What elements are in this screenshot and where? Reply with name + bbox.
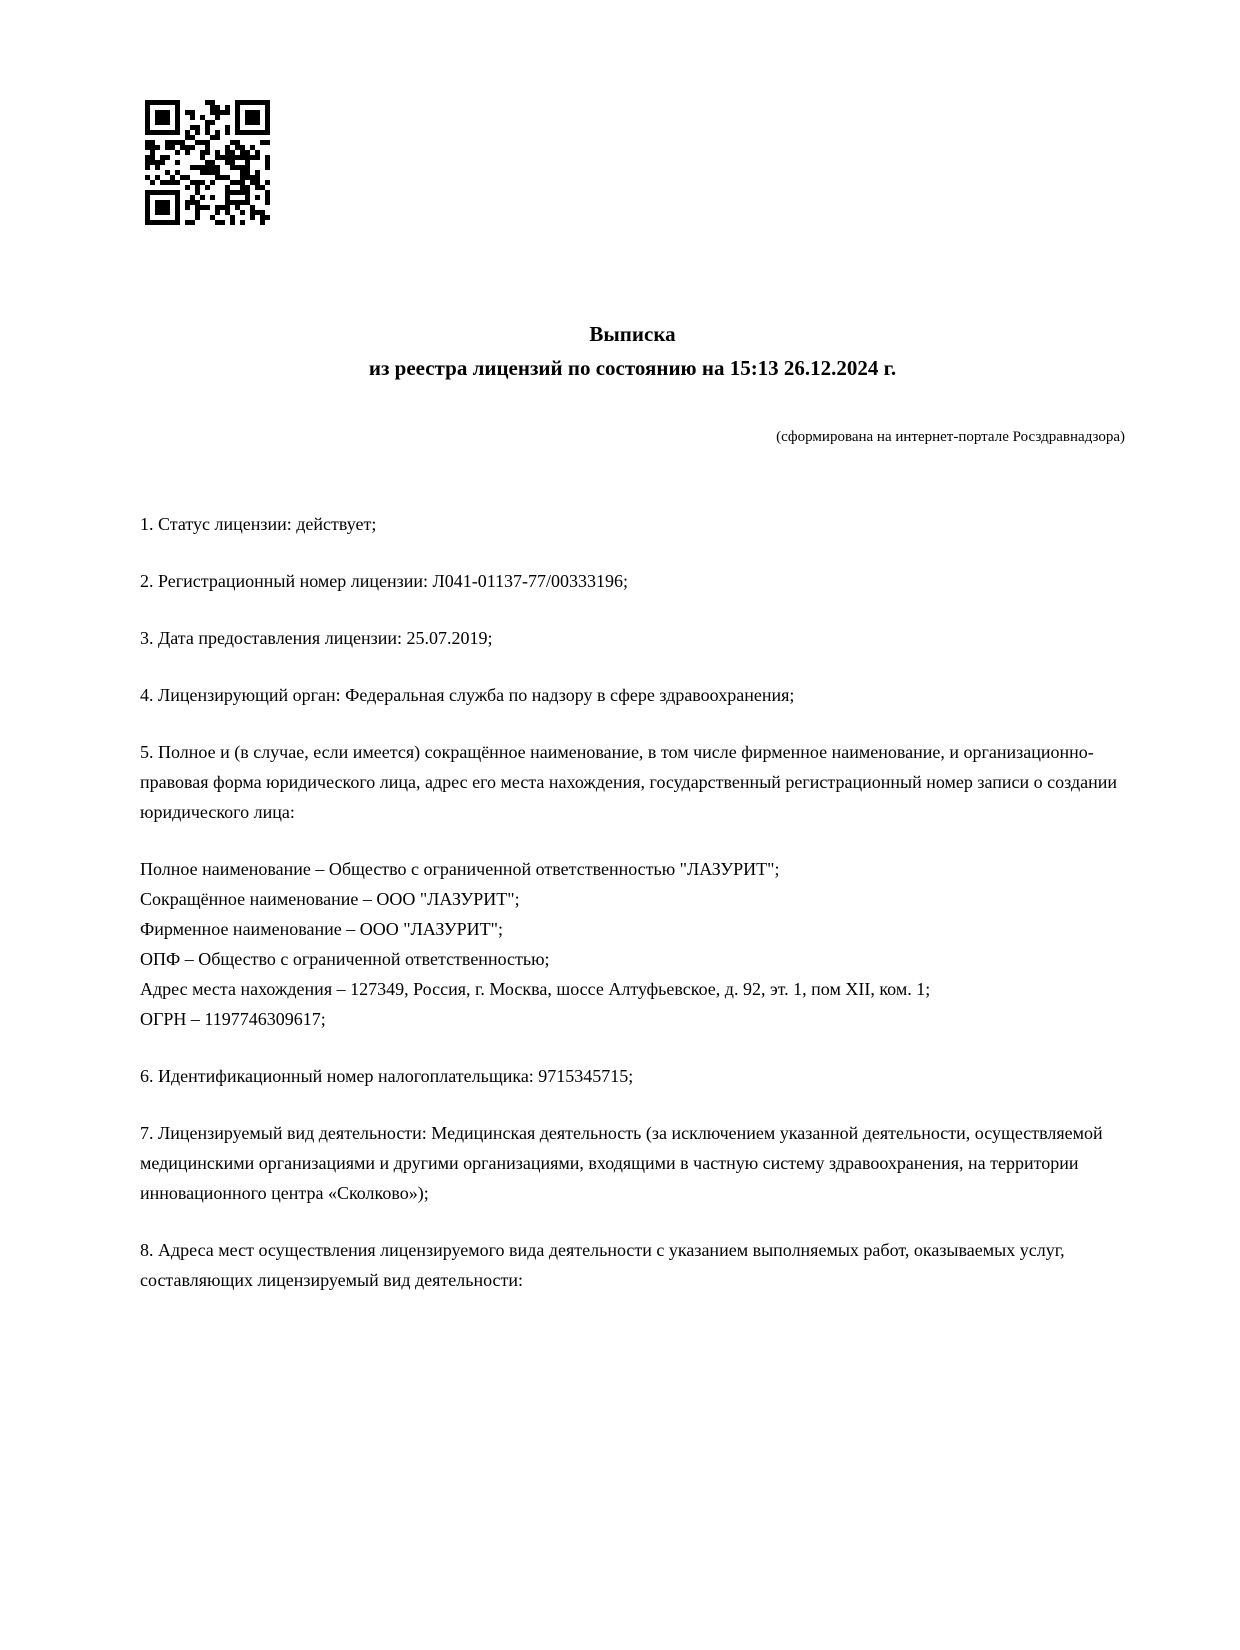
- org-details: [140, 854, 1125, 1034]
- license-reg-number: 2. Регистрационный номер лицензии: Л041-01137-77/00333196;: [140, 571, 629, 591]
- org-address: Адрес места нахождения – 127349, Россия, г. Москва, шоссе Алтуфьевское, д. 92, эт. 1, пом XII, ком. 1;: [140, 979, 931, 999]
- org-ogrn: ОГРН – 1197746309617;: [140, 1009, 326, 1029]
- document-body: [140, 509, 1125, 1295]
- generation-note: (сформирована на интернет-портале Росздравнадзора): [776, 429, 1125, 445]
- title-line-2: из реестра лицензий по состоянию на 15:13 26.12.2024 г.: [368, 356, 897, 380]
- licensing-authority: 4. Лицензирующий орган: Федеральная служба по надзору в сфере здравоохранения;: [140, 685, 795, 705]
- licensed-activity: 7. Лицензируемый вид деятельности: Медицинская деятельность (за исключением указанной деятельности, осуществляемой медицинскими организациями и другими организациями, входящими в частную систему здравоохранения, на территории инновационного центра «Сколково»);: [140, 1123, 1103, 1203]
- org-brand-name: Фирменное наименование – ООО "ЛАЗУРИТ";: [140, 919, 503, 939]
- taxpayer-inn: 6. Идентификационный номер налогоплательщика: 9715345715;: [140, 1066, 634, 1086]
- activity-addresses-heading: 8. Адреса мест осуществления лицензируемого вида деятельности с указанием выполняемых работ, оказываемых услуг, составляющих лицензируемый вид деятельности:: [140, 1240, 1065, 1290]
- license-grant-date: 3. Дата предоставления лицензии: 25.07.2019;: [140, 628, 493, 648]
- title-line-1: Выписка: [589, 322, 676, 346]
- org-short-name: Сокращённое наименование – ООО "ЛАЗУРИТ";: [140, 889, 520, 909]
- org-legal-form: ОПФ – Общество с ограниченной ответственностью;: [140, 949, 550, 969]
- qr-code: [145, 100, 270, 225]
- license-status: 1. Статус лицензии: действует;: [140, 514, 377, 534]
- org-info-heading: 5. Полное и (в случае, если имеется) сокращённое наименование, в том числе фирменное наименование, и организационно-правовая форма юридического лица, адрес его места нахождения, государственный регистрационный номер записи о создании юридического лица:: [140, 742, 1117, 822]
- document-title: [140, 317, 1125, 385]
- org-full-name: Полное наименование – Общество с ограниченной ответственностью "ЛАЗУРИТ";: [140, 859, 780, 879]
